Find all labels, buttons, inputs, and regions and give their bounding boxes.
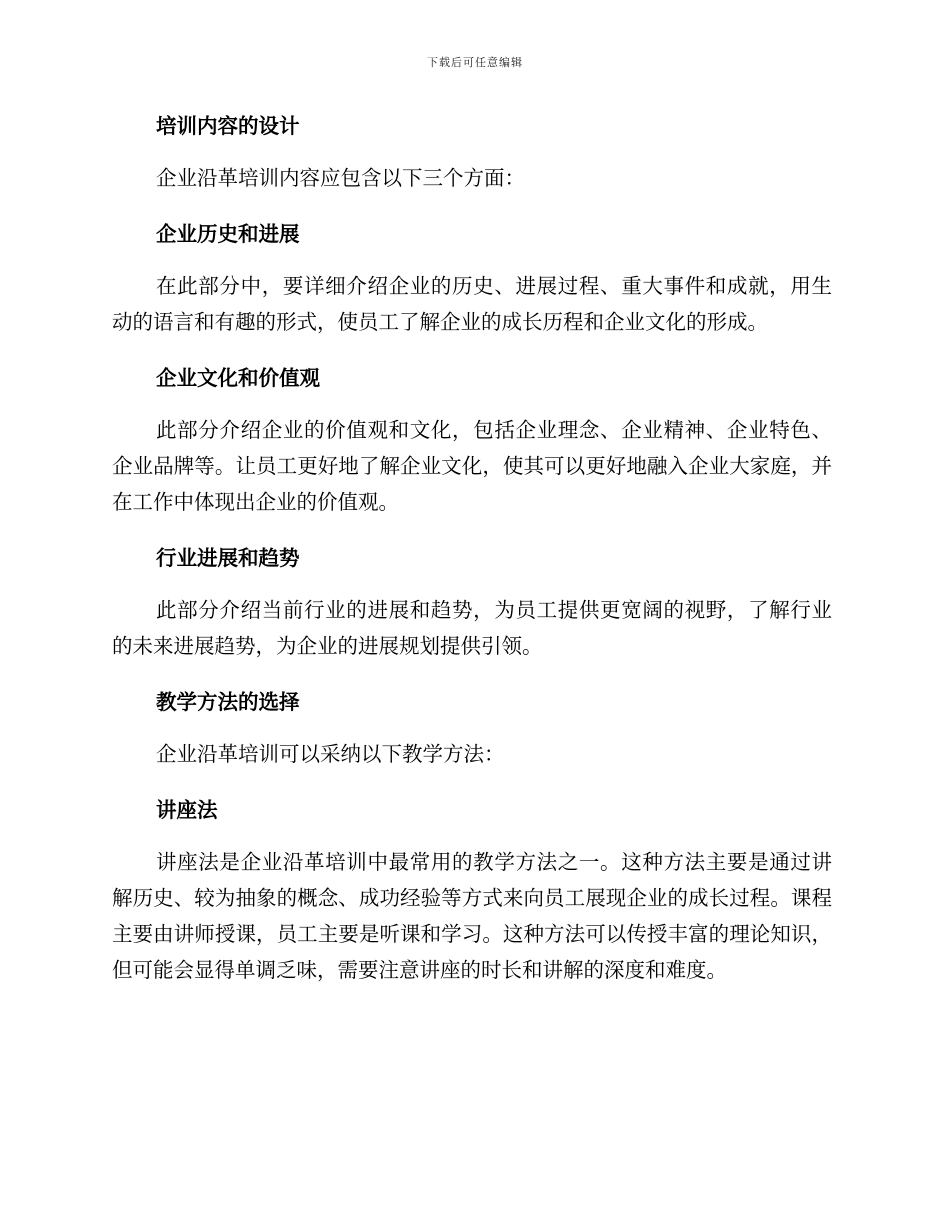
document-body — [112, 112, 832, 988]
paragraph-methods-intro: 企业沿革培训可以采纳以下教学方法： — [156, 742, 505, 766]
paragraph-lecture: 讲座法是企业沿革培训中最常用的教学方法之一。这种方法主要是通过讲解历史、较为抽象的概念、成功经验等方式来向员工展现企业的成长过程。课程主要由讲师授课，员工主要是听课和学习。这种方法可以传授丰富的理论知识，但可能会显得单调乏味，需要注意讲座的时长和讲解的深度和难度。 — [112, 850, 832, 982]
subheading-industry: 行业进展和趋势 — [156, 546, 300, 570]
paragraph-culture: 此部分介绍企业的价值观和文化，包括企业理念、企业精神、企业特色、企业品牌等。让员工更好地了解企业文化，使其可以更好地融入企业大家庭，并在工作中体现出企业的价值观。 — [112, 418, 832, 514]
section-heading-training-content: 培训内容的设计 — [156, 114, 300, 138]
page-header-note: 下载后可任意编辑 — [427, 56, 523, 69]
subheading-culture: 企业文化和价值观 — [156, 366, 320, 390]
paragraph-content-intro: 企业沿革培训内容应包含以下三个方面： — [156, 166, 525, 190]
subheading-history: 企业历史和进展 — [156, 222, 300, 246]
paragraph-history: 在此部分中，要详细介绍企业的历史、进展过程、重大事件和成就，用生动的语言和有趣的形式，使员工了解企业的成长历程和企业文化的形成。 — [112, 274, 832, 334]
subheading-lecture: 讲座法 — [156, 798, 218, 822]
paragraph-industry: 此部分介绍当前行业的进展和趋势，为员工提供更宽阔的视野，了解行业的未来进展趋势，为企业的进展规划提供引领。 — [112, 598, 832, 658]
section-heading-teaching-methods: 教学方法的选择 — [156, 690, 300, 714]
